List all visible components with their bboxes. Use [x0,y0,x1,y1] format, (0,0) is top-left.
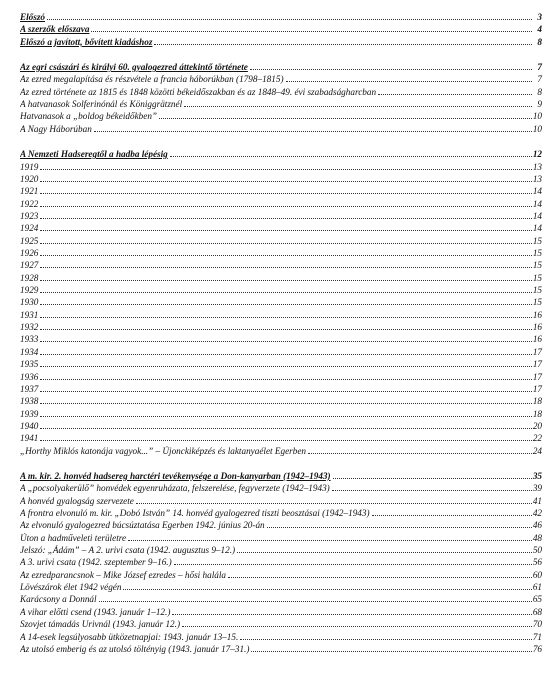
toc-entry [20,236,542,247]
toc-entry-title: 1932 [20,322,39,333]
toc-entry-title: Előszó [20,12,46,22]
toc-entry [20,508,542,519]
dot-leader [333,478,532,479]
toc-page-number: 61 [532,582,542,593]
toc-entry-title: Szovjet támadás Urivnál (1943. január 12.) [20,619,181,630]
dot-leader [91,31,532,32]
toc-entry-title: A „pocsolyakerülő” honvédek egyenruházata, felszerelése, fegyverzete (1942–1943) [20,483,330,494]
dot-leader [40,391,531,392]
toc-page-number: 15 [532,260,542,271]
toc-entry [20,570,542,581]
dot-leader [128,540,532,541]
toc-entry [20,174,542,185]
toc-entry-title: A Nagy Háborúban [20,123,92,134]
toc-entry [20,260,542,271]
toc-page-number: 17 [532,383,542,394]
dot-leader [94,131,532,132]
dot-leader [237,552,532,553]
toc-entry [20,644,542,655]
dot-leader [267,527,532,528]
toc-entry-title: Előszó a javított, bővített kiadáshoz [20,36,153,47]
dot-leader [40,193,531,194]
toc-entry-title: 1921 [20,186,39,197]
toc-entry [20,223,542,234]
toc-page-number: 65 [532,594,542,605]
toc-entry-title: 1939 [20,408,39,419]
toc-page-number: 60 [532,569,542,580]
toc-page-number: 68 [532,606,542,617]
toc-entry [20,557,542,568]
toc-entry [20,396,542,407]
dot-leader [40,292,531,293]
toc-page-number: 12 [532,149,542,160]
toc-entry-title: Az elvonuló gyalogezred búcsúztatása Egerben 1942. június 20-án [20,520,265,531]
toc-page-number: 20 [532,420,542,431]
toc-entry [20,99,542,110]
toc-entry-title: A m. kir. 2. honvéd hadsereg harctéri tevékenysége a Don-kanyarban (1942–1943) [20,470,331,481]
dot-leader [40,267,531,268]
toc-entry [20,496,542,507]
toc-entry-title: A vihar előtti csend (1943. január 1–12.) [20,606,171,617]
dot-leader [172,614,531,615]
toc-page-number: 71 [532,631,542,642]
dot-leader [40,218,531,219]
toc-section-heading [20,149,542,160]
toc-page-number: 8 [537,36,542,47]
toc-page-number: 50 [532,545,542,555]
toc-page-number: 14 [532,210,542,221]
toc-page-number: 9 [537,99,542,110]
dot-leader [40,317,531,318]
toc-page-number: 48 [532,532,542,543]
toc-entry-title: 1927 [20,260,39,271]
toc-entry-title: Lövészárok élet 1942 végén [20,582,122,593]
toc-page-number: 56 [532,557,542,568]
toc-page-number: 22 [532,433,542,444]
toc-entry-title: A 3. urivi csata (1942. szeptember 9–16.) [20,557,172,568]
toc-page-number: 13 [532,161,542,172]
toc-entry [20,111,542,122]
toc-page-number: 10 [532,111,542,122]
toc-page-number: 24 [532,445,542,456]
dot-leader [40,366,531,367]
toc-entry [20,421,542,432]
toc-entry [20,533,542,544]
toc-entry [20,124,542,135]
toc-entry [20,74,542,85]
toc-section-heading [20,62,542,73]
dot-leader [40,379,531,380]
toc-entry-title: 1930 [20,297,39,308]
toc-page-number: 10 [532,123,542,134]
toc-entry [20,87,542,98]
toc-entry-title: Úton a hadműveleti területre [20,532,127,543]
toc-page-number: 16 [532,322,542,333]
toc-page-number: 14 [532,223,542,234]
toc-page-number: 41 [532,495,542,506]
toc-entry-title: 1922 [20,198,39,209]
toc-page-number: 14 [532,198,542,209]
dot-leader [184,106,532,107]
toc-entry-title: Az ezred megalapítása és részvétele a francia háborúkban (1798–1815) [20,74,284,85]
toc-section-heading [20,37,542,48]
toc-page-number: 15 [532,247,542,258]
toc-entry-title: 1920 [20,173,39,184]
toc-entry [20,199,542,210]
toc-page-number: 35 [532,470,542,481]
toc-page-number: 3 [537,12,542,22]
dot-leader [40,230,531,231]
toc-page-number: 7 [537,62,542,73]
dot-leader [240,639,532,640]
toc-entry [20,446,542,457]
toc-entry [20,409,542,420]
toc-entry-title: 1941 [20,433,39,444]
toc-entry [20,372,542,383]
dot-leader [40,280,531,281]
dot-leader [40,304,531,305]
dot-leader [332,490,532,491]
toc-entry [20,162,542,173]
toc-entry [20,582,542,593]
toc-page-number: 8 [537,86,542,97]
toc-page-number: 15 [532,235,542,246]
toc-entry [20,186,542,197]
toc-section-heading [20,12,542,23]
toc-page-number: 17 [532,371,542,382]
dot-leader [99,601,532,602]
toc-entry [20,297,542,308]
toc-page-number: 18 [532,396,542,407]
dot-leader [47,19,532,20]
dot-leader [182,626,532,627]
toc-entry [20,285,542,296]
toc-entry [20,520,542,531]
dot-leader [40,440,531,441]
toc-entry-title: 1940 [20,420,39,431]
toc-entry [20,211,542,222]
toc-entry [20,619,542,630]
dot-leader [159,118,532,119]
toc-entry [20,607,542,618]
toc-page-number: 14 [532,186,542,197]
toc-entry-title: 1929 [20,285,39,295]
toc-entry [20,310,542,321]
toc-entry [20,384,542,395]
dot-leader [286,81,532,82]
toc-entry-title: Az egri császári és királyi 60. gyalogezred áttekintő története [20,62,248,73]
toc-entry-title: 1934 [20,346,39,357]
dot-leader [40,354,531,355]
dot-leader [40,206,531,207]
toc-page-number: 70 [532,619,542,630]
toc-entry-title: Karácsony a Donnál [20,594,97,605]
toc-section-heading [20,471,542,482]
toc-entry-title: 1923 [20,210,39,221]
toc-entry [20,433,542,444]
toc-entry-title: 1928 [20,272,39,283]
toc-page-number: 13 [532,173,542,184]
toc-entry-title: A frontra elvonuló m. kir. „Dobó István” 14. honvéd gyalogezred tiszti beosztásai (1942–1943) [20,508,370,518]
toc-entry-title: 1936 [20,371,39,382]
dot-leader [174,564,532,565]
toc-entry [20,483,542,494]
dot-leader [228,577,532,578]
toc-entry [20,359,542,370]
dot-leader [40,243,531,244]
toc-entry-title: A hatvanasok Solferinónál és Königgrätznél [20,99,183,110]
toc-entry-title: 1931 [20,309,39,320]
dot-leader [40,428,531,429]
toc-entry-title: A honvéd gyalogság szervezete [20,495,134,506]
toc-entry [20,322,542,333]
toc-page-number: 15 [532,285,542,295]
toc-entry-title: 1925 [20,235,39,246]
toc-page-number: 42 [532,508,542,518]
toc-entry-title: Az ezred története az 1815 és 1848 közötti békeidőszakban és az 1848–49. évi szabadságharcban [20,86,377,97]
toc-page-number: 46 [532,520,542,531]
toc-entry-title: 1924 [20,223,39,234]
dot-leader [123,589,531,590]
dot-leader [40,341,531,342]
toc-entry-title: 1937 [20,383,39,394]
toc-page-number: 17 [532,346,542,357]
toc-entry [20,545,542,556]
toc-page-number: 15 [532,272,542,283]
dot-leader [378,94,532,95]
toc-entry-title: 1926 [20,247,39,258]
dot-leader [170,156,532,157]
toc-entry-title: Az ezredparancsnok – Mike József ezredes – hősi halála [20,569,227,580]
dot-leader [251,651,531,652]
toc-entry [20,594,542,605]
toc-page-number: 15 [532,297,542,308]
toc-entry-title: Az utolsó emberig és az utolsó töltényig (1943. január 17–31.) [20,643,250,654]
dot-leader [40,416,531,417]
toc-entry-title: A Nemzeti Hadseregtől a hadba lépésig [20,149,168,160]
toc-page-number: 16 [532,309,542,320]
toc-entry-title: 1935 [20,359,39,370]
toc-page-number: 76 [532,643,542,654]
dot-leader [136,503,532,504]
dot-leader [40,403,531,404]
toc-section-heading [20,24,542,35]
toc-page-number: 16 [532,334,542,345]
toc-entry [20,248,542,259]
toc-page-number: 18 [532,408,542,419]
toc-entry [20,273,542,284]
dot-leader [372,515,532,516]
toc-page-number: 7 [537,74,542,85]
toc-page-number: 39 [532,483,542,494]
toc-entry-title: „Horthy Miklós katonája vagyok...” – Újonckiképzés és laktanyaélet Egerben [20,445,307,456]
dot-leader [250,69,532,70]
toc-entry-title: 1919 [20,161,39,172]
dot-leader [40,255,531,256]
toc-page-number: 4 [537,24,542,35]
toc-entry-title: 1933 [20,334,39,345]
toc-page-number: 17 [532,359,542,370]
toc-entry-title: A szerzők előszava [20,24,90,35]
dot-leader [40,329,531,330]
toc-entry-title: 1938 [20,396,39,407]
dot-leader [308,453,532,454]
toc-entry-title: Hatvanasok a „boldog békeidőkben” [20,111,158,122]
toc-entry [20,334,542,345]
toc-entry [20,632,542,643]
dot-leader [154,44,532,45]
toc-entry [20,347,542,358]
toc-entry-title: A 14-esek legsúlyosabb ütközetnapjai: 1943. január 13–15. [20,631,239,642]
dot-leader [40,181,531,182]
toc-entry-title: Jelszó: „Ádám” – A 2. urivi csata (1942. augusztus 9–12.) [20,545,236,555]
dot-leader [40,169,531,170]
